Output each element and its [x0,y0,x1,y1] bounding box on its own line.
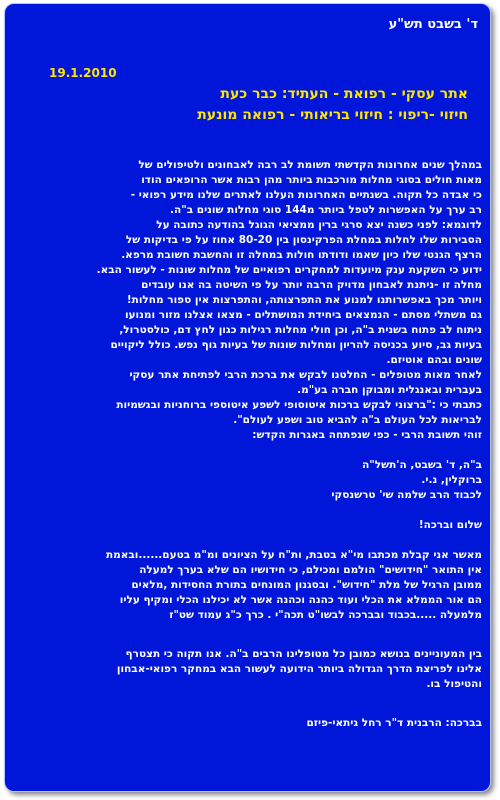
letter-body [13,548,482,623]
text-line: שונים ובהם אוטיזם. [386,354,482,366]
text-line: לבריאות לכל העולם ב"ה להביא טוב ושפע לעולם". [233,414,482,426]
text-line: מאשר אני קבלת מכתבו מי"א בטבת, ות"ח על הציונים ומ"מ בטעם......ובאמת [105,549,482,561]
text-line: הם אור הממלא את הכלי ועוד כהנה וכהנה אשר לא יכילנו הכלי ומקיף עליו [119,594,482,606]
text-line: בעיות גב, סיוע בכניסה להריון ומחלות שונות של בעיות גוף נפש. כולל ליקויים [110,339,482,351]
spacer [13,443,482,458]
headline-subtitle: חיזוי -ריפוי : חיזוי בריאותי - רפואה מונעת [197,107,468,123]
text-line: ממובן הרגיל של מלת "חידוש". ובסגנון המונחים בתורת החסידות ,מלאים [131,579,482,591]
signature: בברכה: הרבנית ד"ר רחל גיתאי-פיזם [306,717,482,729]
text-line: אלינו לפריצת הדרך הגדולה ביותר הידועה לעשור הבא במחקר רפואי-אבחון [116,663,482,675]
text-line: רב ערך על האפשרות לטפל ביותר מ144 סוגי מחלות שונים ב"ה. [170,204,482,216]
text-line: והטיפול בו. [426,678,482,690]
intro-paragraph [13,158,482,368]
text-line: לדוגמא: לפני כשנה יצא סרגי ברין ממציאי הגוגל בהודעה כתובה על [156,219,482,231]
content-panel [4,3,491,792]
letter-header [13,458,482,503]
blessing-request-paragraph [13,368,482,443]
letter-recipient: לכבוד הרב שלמה שי' טרשנסקי [331,489,482,501]
text-line: גם משתלי מסתם - הנמצאים ביחידת המושתלים - מצאו אצלנו מזור ומנועו [124,309,482,321]
text-line: ויותר מכך באפשרותנו למנוע את התפרצותה, והתפרצות אין ספור מחלות! [126,294,482,306]
spacer [13,533,482,548]
text-line: ידוע כי השקעת ענק מיועדות למחקרים רפואיים של מחלות שונות - לעשור הבא. [96,264,482,276]
hebrew-date: ד' בשבט תש"ע [388,17,478,32]
text-line: כי אבדה כל תקוה. בשנתיים האחרונות העלנו לאתרים שלנו מידע רפואי - [130,189,482,201]
text-line: מלמעלה .....בכבוד ובברכה לבשו"ט תכה"י . כרך כ"ג עמוד שט"ז [169,609,482,621]
letter-location: ברוקלין, נ.י. [421,474,482,486]
text-line: ניתוח לב פתוח בשנית ב"ה, וכן חולי מחלות רגילות כגון לחץ דם, כולסטרול, [119,324,482,336]
text-line: הרצף הגנטי שלו כיון שאמו ודודתו חולות במחלה זו והחשבת חשובת מרפא. [121,249,482,261]
headline-title: אתר עסקי - רפואת - העתיד: כבר כעת [220,86,468,102]
text-line: הסבירות שלו לחלות במחלת הפרקינסון בין 80-20 אחוז על פי בדיקות של [125,234,482,246]
text-line: כתבתי כי :"ברצוני לבקש ברכות איטוסופי לשפע איטוספי ברוחניות ובגשמיות [116,399,482,411]
spacer [13,623,482,647]
text-line: מאות חולים בסוגי מחלות מורכבות ביותר מהן רבות אשר הרופאים הודו [141,174,482,186]
gregorian-date: 19.1.2010 [49,66,117,80]
text-line: בעברית ובאנגלית ומבוקן חברה בע"מ. [297,384,482,396]
letter-date: ב"ה, ד' בשבט, ה'תשל"ה [362,459,482,471]
text-line: במהלך שנים אחרונות הקדשתי תשומת לב רבה לאבחונים ולטיפולים של [138,159,482,171]
closing-paragraph [13,647,482,692]
letter-greeting: שלום וברכה! [418,519,482,531]
text-line: זוהי תשובת הרבי - כפי שנפתחה באגרות הקדש: [252,429,482,441]
spacer [13,692,482,716]
text-line: בין המעוניינים בנושא כמובן כל מטופלינו הרבים ב"ה. אנו תקוה כי תצטרף [125,648,482,660]
text-line: אין התואר "חידושים" הולמם ומכילם, כי חידושיו הם שלא בערך למעלה [139,564,482,576]
article-body [13,158,482,731]
text-line: לאחר מאות מטופלים - החלטנו לבקש את ברכת הרבי לפתיחת אתר עסקי [129,369,482,381]
spacer [13,503,482,518]
text-line: מחלה זו -ניתנת לאבחון מדויק הרבה יותר על פי השיטה בה אנו עובדים [141,279,482,291]
